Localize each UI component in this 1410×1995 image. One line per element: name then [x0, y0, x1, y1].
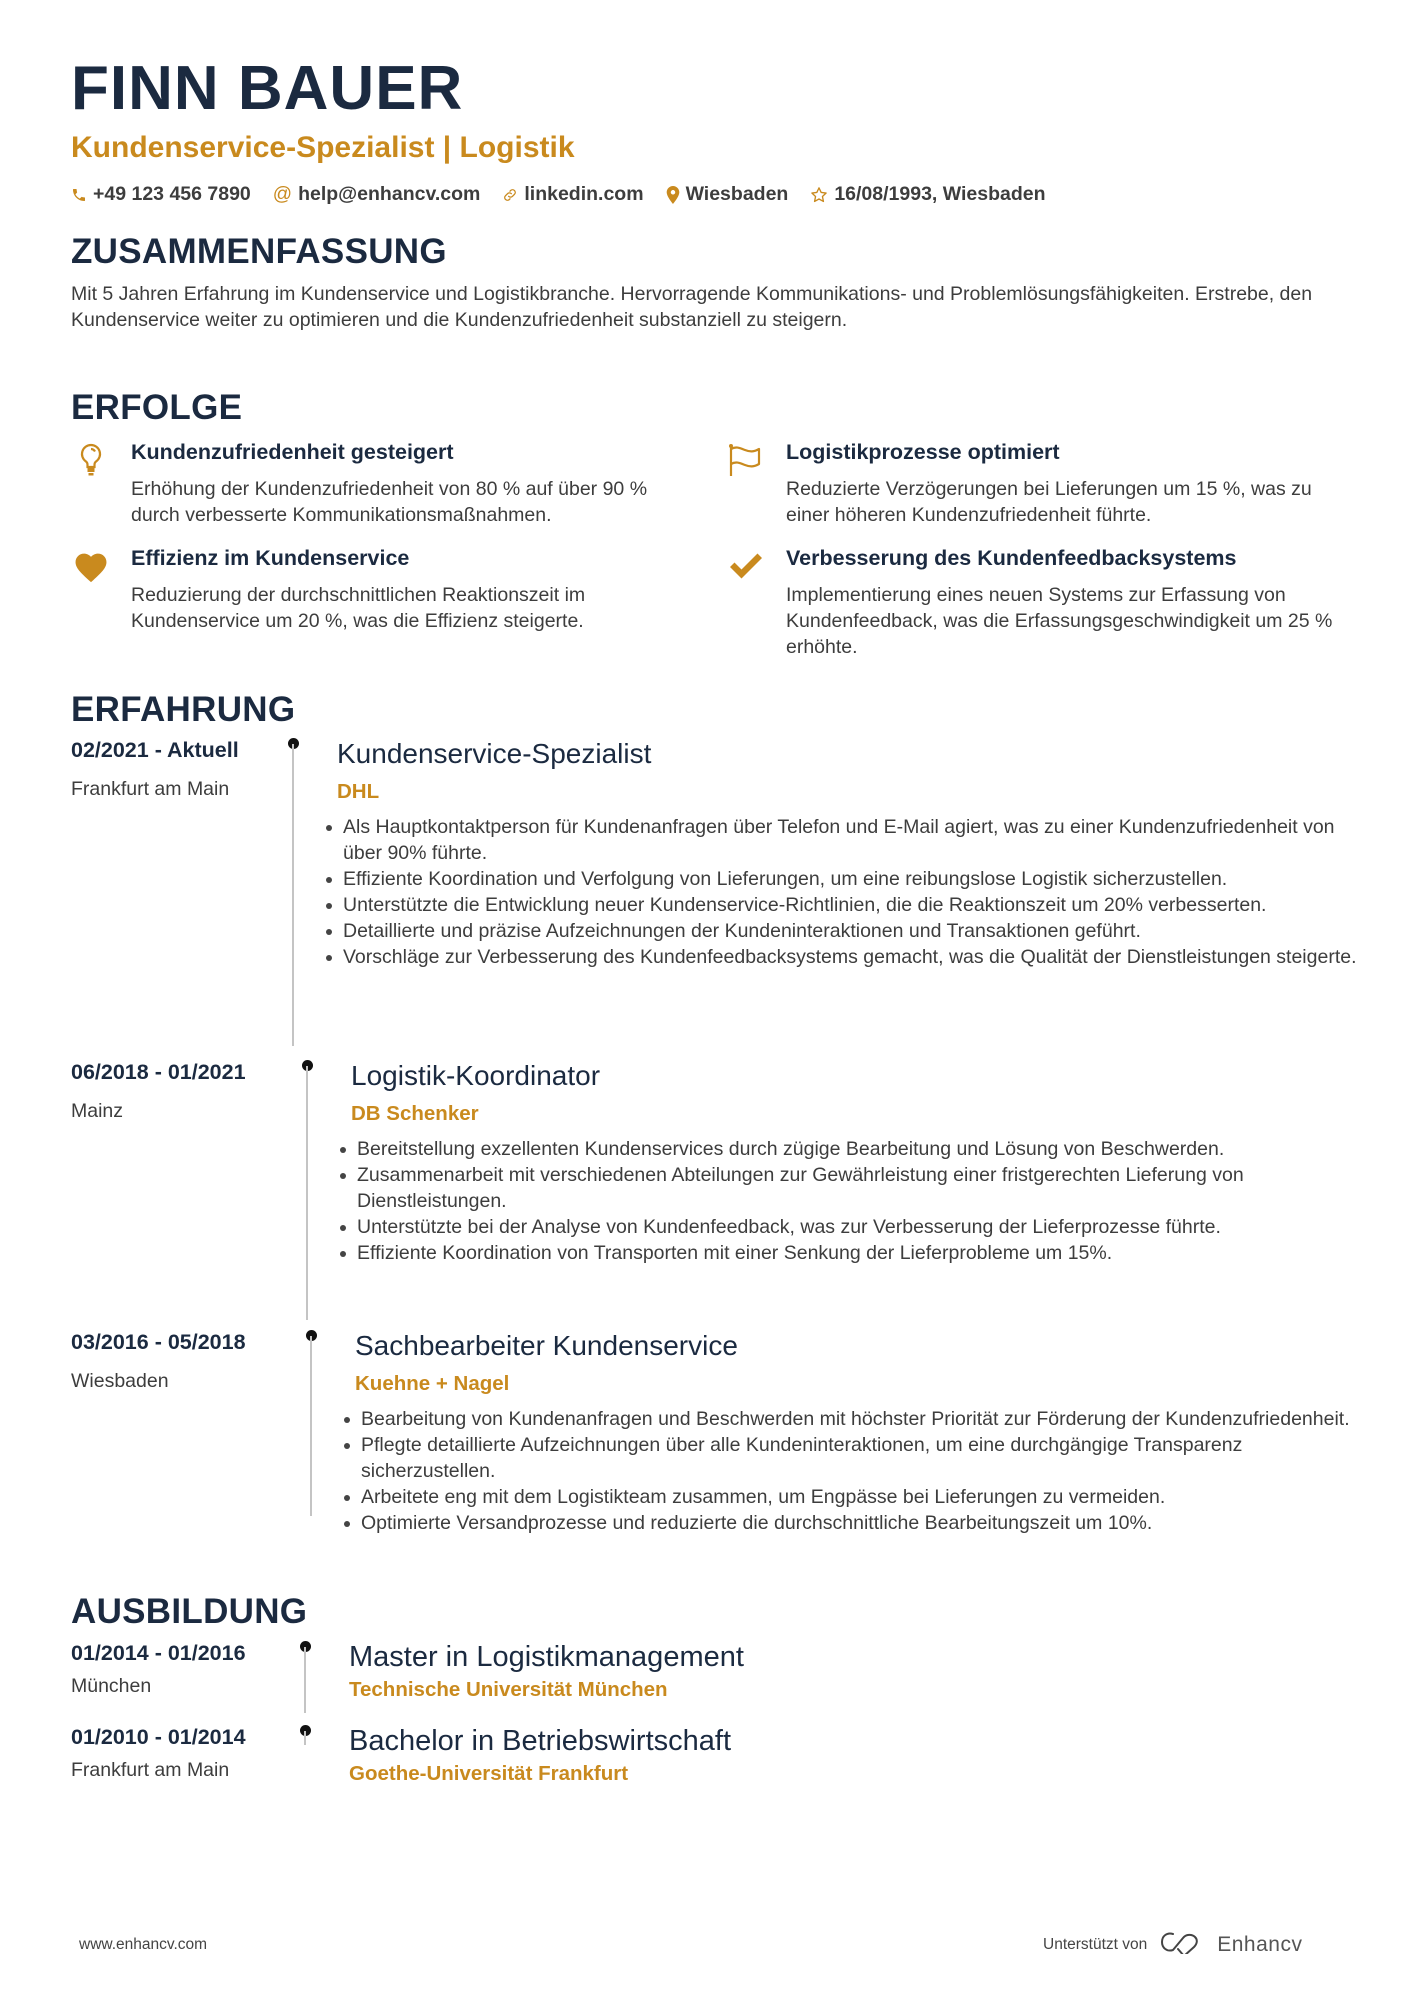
achievement-title: Kundenzufriedenheit gesteigert — [131, 440, 454, 464]
experience-company: Kuehne + Nagel — [355, 1372, 510, 1395]
experience-bullet: Zusammenarbeit mit verschiedenen Abteilungen zur Gewährleistung einer fristgerechten Lieferung von Dienstleistungen. — [337, 1162, 1377, 1214]
experience-bullet: Optimierte Versandprozesse und reduzierte die durchschnittliche Bearbeitungszeit um 10%. — [341, 1510, 1381, 1536]
contact-bar — [71, 183, 1046, 206]
achievement-title: Verbesserung des Kundenfeedbacksystems — [786, 546, 1237, 570]
achievement-desc: Erhöhung der Kundenzufriedenheit von 80 % auf über 90 % durch verbesserte Kommunikationsmaßnahmen. — [131, 478, 648, 526]
education-date: 01/2010 - 01/2014 — [71, 1725, 246, 1749]
summary-heading: ZUSAMMENFASSUNG — [71, 232, 447, 271]
experience-bullet: Als Hauptkontaktperson für Kundenanfragen über Telefon und E-Mail agiert, was zu einer Kundenzufriedenheit von über 90% führte. — [323, 814, 1373, 866]
contact-birth — [810, 183, 1045, 206]
candidate-title: Kundenservice-Spezialist | Logistik — [71, 131, 575, 164]
achievement-desc: Reduzierte Verzögerungen bei Lieferungen um 15 %, was zu einer höheren Kundenzufriedenheit führte. — [786, 478, 1312, 526]
education-degree: Master in Logistikmanagement — [349, 1641, 744, 1673]
education-school: Goethe-Universität Frankfurt — [349, 1762, 629, 1785]
contact-location — [666, 183, 789, 206]
achievement-desc: Reduzierung der durchschnittlichen Reaktionszeit im Kundenservice um 20 %, was die Effizienz steigerte. — [131, 584, 586, 632]
contact-phone-text: +49 123 456 7890 — [93, 183, 251, 205]
achievements-heading: ERFOLGE — [71, 388, 243, 427]
experience-bullets — [323, 814, 1373, 970]
link-icon — [502, 187, 518, 203]
experience-role: Kundenservice-Spezialist — [337, 738, 652, 769]
experience-location: Frankfurt am Main — [71, 778, 230, 800]
timeline-line — [306, 1066, 308, 1320]
flag-icon — [726, 440, 766, 480]
experience-bullet: Bereitstellung exzellenten Kundenservices durch zügige Bearbeitung und Lösung von Beschwerden. — [337, 1136, 1377, 1162]
experience-bullet: Effiziente Koordination und Verfolgung von Lieferungen, um eine reibungslose Logistik sicherzustellen. — [323, 866, 1373, 892]
enhancv-brand: Enhancv — [1217, 1932, 1303, 1956]
achievement-title: Logistikprozesse optimiert — [786, 440, 1060, 464]
summary-text: Mit 5 Jahren Erfahrung im Kundenservice und Logistikbranche. Hervorragende Kommunikations- und Problemlösungsfähigkeiten. Erstrebe, den Kundenservice weiter zu optimieren und die Kundenzufriedenheit substanziell zu steigern. — [71, 283, 1313, 331]
contact-email-text: help@enhancv.com — [298, 183, 481, 205]
education-school: Technische Universität München — [349, 1678, 668, 1701]
timeline-line — [292, 744, 294, 1046]
location-pin-icon — [666, 186, 680, 204]
experience-bullet: Unterstützte die Entwicklung neuer Kundenservice-Richtlinien, die die Reaktionszeit um 20% verbesserten. — [323, 892, 1373, 918]
experience-heading: ERFAHRUNG — [71, 690, 296, 729]
experience-bullet: Vorschläge zur Verbesserung des Kundenfeedbacksystems gemacht, was die Qualität der Dienstleistungen steigerte. — [323, 944, 1373, 970]
contact-location-text: Wiesbaden — [685, 183, 789, 205]
experience-bullet: Bearbeitung von Kundenanfragen und Beschwerden mit höchster Priorität zur Förderung der Kundenzufriedenheit. — [341, 1406, 1381, 1432]
experience-date: 02/2021 - Aktuell — [71, 738, 239, 762]
experience-bullets — [337, 1136, 1377, 1266]
achievement-desc: Implementierung eines neuen Systems zur Erfassung von Kundenfeedback, was die Erfassungsgeschwindigkeit um 25 % erhöhte. — [786, 584, 1333, 658]
at-icon: @ — [272, 183, 293, 205]
experience-company: DB Schenker — [351, 1102, 479, 1125]
contact-birth-text: 16/08/1993, Wiesbaden — [834, 183, 1046, 205]
experience-company: DHL — [337, 780, 380, 803]
contact-linkedin[interactable] — [502, 183, 643, 206]
experience-location: Mainz — [71, 1100, 124, 1122]
phone-icon — [71, 187, 87, 203]
education-date: 01/2014 - 01/2016 — [71, 1641, 246, 1665]
powered-by-label: Unterstützt von — [1043, 1935, 1148, 1953]
experience-bullet: Detaillierte und präzise Aufzeichnungen der Kundeninteraktionen und Transaktionen geführt. — [323, 918, 1373, 944]
star-icon — [810, 186, 828, 204]
experience-role: Sachbearbeiter Kundenservice — [355, 1330, 738, 1361]
education-heading: AUSBILDUNG — [71, 1592, 308, 1631]
experience-date: 06/2018 - 01/2021 — [71, 1060, 246, 1084]
education-location: München — [71, 1675, 152, 1697]
footer-branding — [1043, 1930, 1302, 1959]
achievement-title: Effizienz im Kundenservice — [131, 546, 410, 570]
experience-bullet: Effiziente Koordination von Transporten mit einer Senkung der Lieferprobleme um 15%. — [337, 1240, 1377, 1266]
experience-role: Logistik-Koordinator — [351, 1060, 601, 1091]
experience-date: 03/2016 - 05/2018 — [71, 1330, 246, 1354]
timeline-line — [310, 1336, 312, 1516]
heart-icon — [71, 546, 111, 586]
experience-location: Wiesbaden — [71, 1370, 169, 1392]
contact-phone[interactable] — [71, 183, 251, 206]
contact-email[interactable] — [273, 183, 481, 206]
education-location: Frankfurt am Main — [71, 1759, 230, 1781]
experience-bullet: Unterstützte bei der Analyse von Kundenfeedback, was zur Verbesserung der Lieferprozesse führte. — [337, 1214, 1377, 1240]
experience-bullet: Arbeitete eng mit dem Logistikteam zusammen, um Engpässe bei Lieferungen zu vermeiden. — [341, 1484, 1381, 1510]
timeline-line — [304, 1731, 306, 1745]
footer-website-link[interactable]: www.enhancv.com — [79, 1936, 208, 1953]
lightbulb-icon — [71, 440, 111, 480]
candidate-name: FINN BAUER — [71, 54, 464, 123]
experience-bullet: Pflegte detaillierte Aufzeichnungen über alle Kundeninteraktionen, um eine durchgängige Transparenz sicherzustellen. — [341, 1432, 1381, 1484]
experience-bullets — [341, 1406, 1381, 1536]
checkmark-icon — [726, 546, 766, 586]
contact-linkedin-text: linkedin.com — [524, 183, 644, 205]
enhancv-logo-icon — [1159, 1930, 1205, 1959]
timeline-line — [304, 1647, 306, 1713]
education-degree: Bachelor in Betriebswirtschaft — [349, 1725, 731, 1757]
